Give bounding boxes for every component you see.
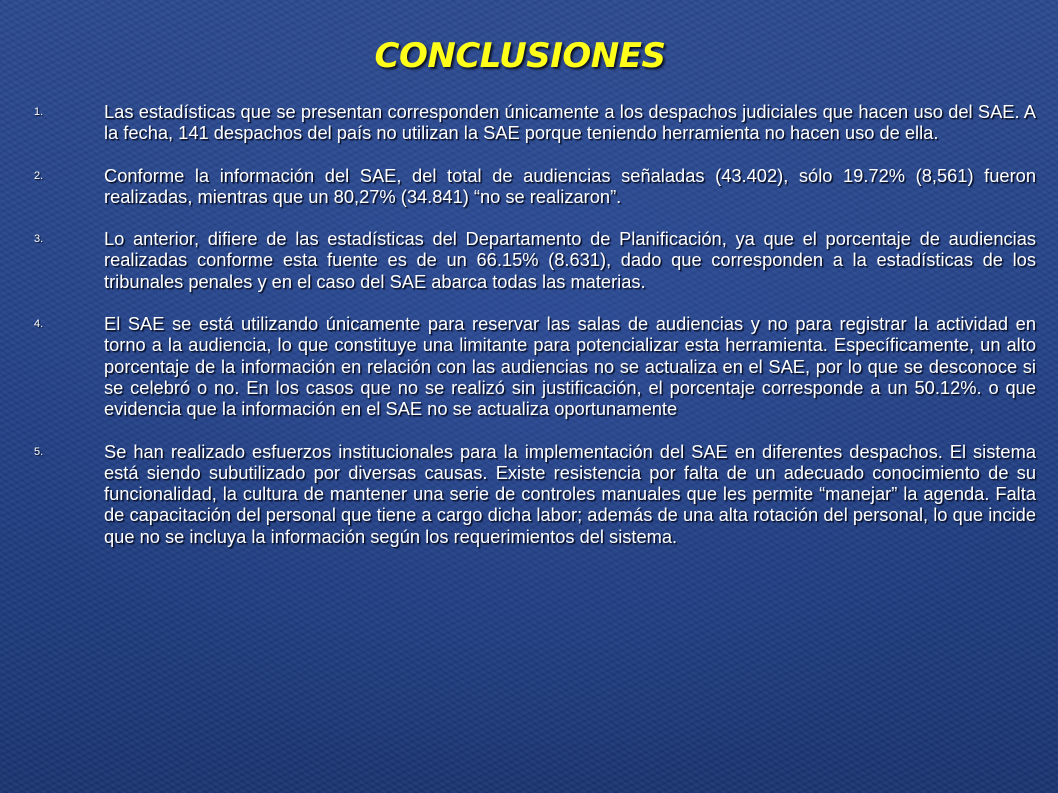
conclusions-list	[0, 101, 1058, 547]
conclusion-item-1	[0, 101, 1058, 144]
conclusion-item-4	[0, 313, 1058, 419]
item-number: 1.	[34, 106, 44, 118]
slide-title: CONCLUSIONES	[374, 36, 666, 76]
conclusion-item-5	[0, 441, 1058, 547]
item-number: 4.	[34, 318, 44, 331]
item-number: 5.	[34, 445, 44, 458]
conclusion-item-3	[0, 228, 1058, 292]
item-text: Conforme la información del SAE, del total de audiencias señaladas (43.402), sólo 19.72% (8,561) fueron realizadas, mientras que un 80,27% (34.841) “no se realizaron”.	[104, 164, 1036, 207]
item-text: El SAE se está utilizando únicamente para reservar las salas de audiencias y no para registrar la actividad en torno a la audiencia, lo que constituye una limitante para potencializar esta herramienta. Específicamente, un alto porcentaje de la información en relación con las audiencias no se actualiza en el SAE, por lo que se desconoce si se celebró o no. En los casos que no se realizó sin justificación, el porcentaje corresponde a un 50.12%. o que evidencia que la información en el SAE no se actualiza oportunamente	[104, 313, 1036, 420]
item-text: Se han realizado esfuerzos institucionales para la implementación del SAE en diferentes despachos. El sistema está siendo subutilizado por diversas causas. Existe resistencia por falta de un adecuado conocimiento de su funcionalidad, la cultura de mantener una serie de controles manuales que les permite “manejar” la agenda. Falta de capacitación del personal que tiene a cargo dicha labor; además de una alta rotación del personal, lo que incide que no se incluya la información según los requerimientos del sistema.	[104, 440, 1036, 547]
conclusion-item-2	[0, 165, 1058, 208]
item-number: 3.	[34, 233, 44, 246]
item-text: Las estadísticas que se presentan corresponden únicamente a los despachos judiciales que hacen uso del SAE. A la fecha, 141 despachos del país no utilizan la SAE porque teniendo herramienta no hacen uso de ella.	[104, 101, 1036, 144]
item-number: 2.	[34, 169, 44, 182]
item-text: Lo anterior, difiere de las estadísticas del Departamento de Planificación, ya que el porcentaje de audiencias realizadas conforme esta fuente es de un 66.15% (8.631), dado que corresponden a la estadísticas de los tribunales penales y en el caso del SAE abarca todas las materias.	[104, 228, 1036, 292]
